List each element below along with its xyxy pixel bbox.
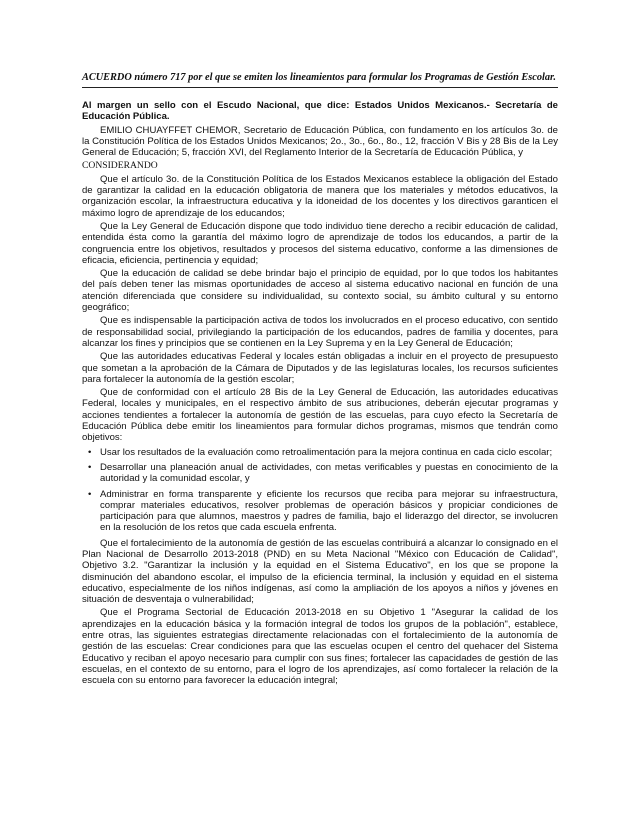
- considerando-paragraph: Que las autoridades educativas Federal y locales están obligadas a incluir en el proyecto de presupuesto que sometan a la aprobación de la Cámara de Diputados y de las legislaturas locales, los recursos suficientes para fortalecer la autonomía de la gestión escolar;: [82, 351, 558, 385]
- closing-paragraph: Que el Programa Sectorial de Educación 2013-2018 en su Objetivo 1 "Asegurar la calidad de los aprendizajes en la educación básica y la formación integral de todos los grupos de la población", establece, entre otras, las siguientes estrategias directamente relacionadas con el fortalecimiento de la autonomía de gestión de las escuelas: Crear condiciones para que las escuelas ocupen el centro del quehacer del Sistema Educativo y reciban el apoyo necesario para cumplir con sus fines; fortalecer las capacidades de gestión de las escuelas, en el contexto de su entorno, para el logro de los aprendizajes, así como fortalecer la relación de la escuela con su entorno para favorecer la educación integral;: [82, 607, 558, 687]
- document-body: [82, 100, 558, 689]
- considerando-heading: CONSIDERANDO: [82, 160, 158, 172]
- bullet-icon: •: [88, 446, 92, 458]
- bullet-text: Desarrollar una planeación anual de actividades, con metas verificables y puestas en conocimiento de la autoridad y la comunidad escolar, y: [100, 461, 558, 485]
- preamble-paragraph: EMILIO CHUAYFFET CHEMOR, Secretario de Educación Pública, con fundamento en los artículos 3o. de la Constitución Política de los Estados Unidos Mexicanos; 2o., 3o., 6o., 8o., 12, fracción V Bis y 28 Bis de la Ley General de Educación; 5, fracción XVI, del Reglamento Interior de la Secretaría de Educación Pública, y: [82, 124, 558, 159]
- objective-bullet: [82, 489, 558, 534]
- document-header: ACUERDO número 717 por el que se emiten los lineamientos para formular los Programas de Gestión Escolar.: [82, 72, 558, 88]
- intro-paragraph: Al margen un sello con el Escudo Nacional, que dice: Estados Unidos Mexicanos.- Secretaría de Educación Pública.: [82, 100, 558, 123]
- objective-bullet: [82, 447, 558, 458]
- considerando-paragraph: Que el artículo 3o. de la Constitución Política de los Estados Mexicanos establece la obligación del Estado de garantizar la calidad en la educación obligatoria de manera que los materiales y métodos educativos, la organización escolar, la infraestructura educativa y la idoneidad de los docentes y los directivos garanticen el máximo logro de aprendizaje de los educandos;: [82, 173, 558, 219]
- considerando-paragraph: Que es indispensable la participación activa de todos los involucrados en el proceso educativo, con sentido de responsabilidad social, privilegiando la participación de los educandos, padres de familia y docentes, para alcanzar los fines y principios que se contienen en la Ley Suprema y en la Ley General de Educación;: [82, 315, 558, 349]
- closing-paragraph: Que el fortalecimiento de la autonomía de gestión de las escuelas contribuirá a alcanzar lo consignado en el Plan Nacional de Desarrollo 2013-2018 (PND) en su Meta Nacional "México con Educación de Calidad", Objetivo 3.2. "Garantizar la inclusión y la equidad en el Sistema Educativo", en los que se propone la disminución del abandono escolar, el impulso de la eficiencia terminal, la inclusión y equidad en el sistema educativo, especialmente de los niños indígenas, así como la ampliación de los apoyos a niños y jóvenes en situación de desventaja o vulnerabilidad;: [82, 537, 559, 606]
- considerando-paragraph: Que la educación de calidad se debe brindar bajo el principio de equidad, por lo que todos los habitantes del país deben tener las mismas oportunidades de acceso al sistema educativo nacional en función de una atención diferenciada que considere su individualidad, su contexto social, su ámbito cultural y su entorno geográfico;: [82, 268, 558, 314]
- bullet-icon: •: [88, 488, 92, 500]
- considerando-paragraph: Que de conformidad con el artículo 28 Bis de la Ley General de Educación, las autoridades educativas Federal, locales y municipales, en el respectivo ámbito de sus atribuciones, deberán ejecutar programas y acciones tendientes a fortalecer la autonomía de gestión de las escuelas, para cuyo efecto la Secretaría de Educación Pública debe emitir los lineamientos para formular dichos programas, mismos que tendrán como objetivos:: [82, 387, 558, 444]
- considerando-paragraph: Que la Ley General de Educación dispone que todo individuo tiene derecho a recibir educación de calidad, entendida ésta como la garantía del máximo logro de aprendizaje de todos los educandos, a partir de la congruencia entre los objetivos, resultados y procesos del sistema educativo, conforme a las dimensiones de eficacia, eficiencia, pertinencia y equidad;: [82, 220, 558, 266]
- bullet-icon: •: [88, 461, 92, 473]
- objective-bullet: [82, 462, 558, 485]
- bullet-text: Usar los resultados de la evaluación como retroalimentación para la mejora continua en cada ciclo escolar;: [100, 446, 553, 458]
- bullet-text: Administrar en forma transparente y eficiente los recursos que reciba para mejorar su infraestructura, comprar materiales educativos, resolver problemas de operación básicos y propiciar condiciones de participación para que alumnos, maestros y padres de familia, bajo el liderazgo del director, se involucren en la resolución de los retos que cada escuela enfrenta.: [100, 488, 558, 534]
